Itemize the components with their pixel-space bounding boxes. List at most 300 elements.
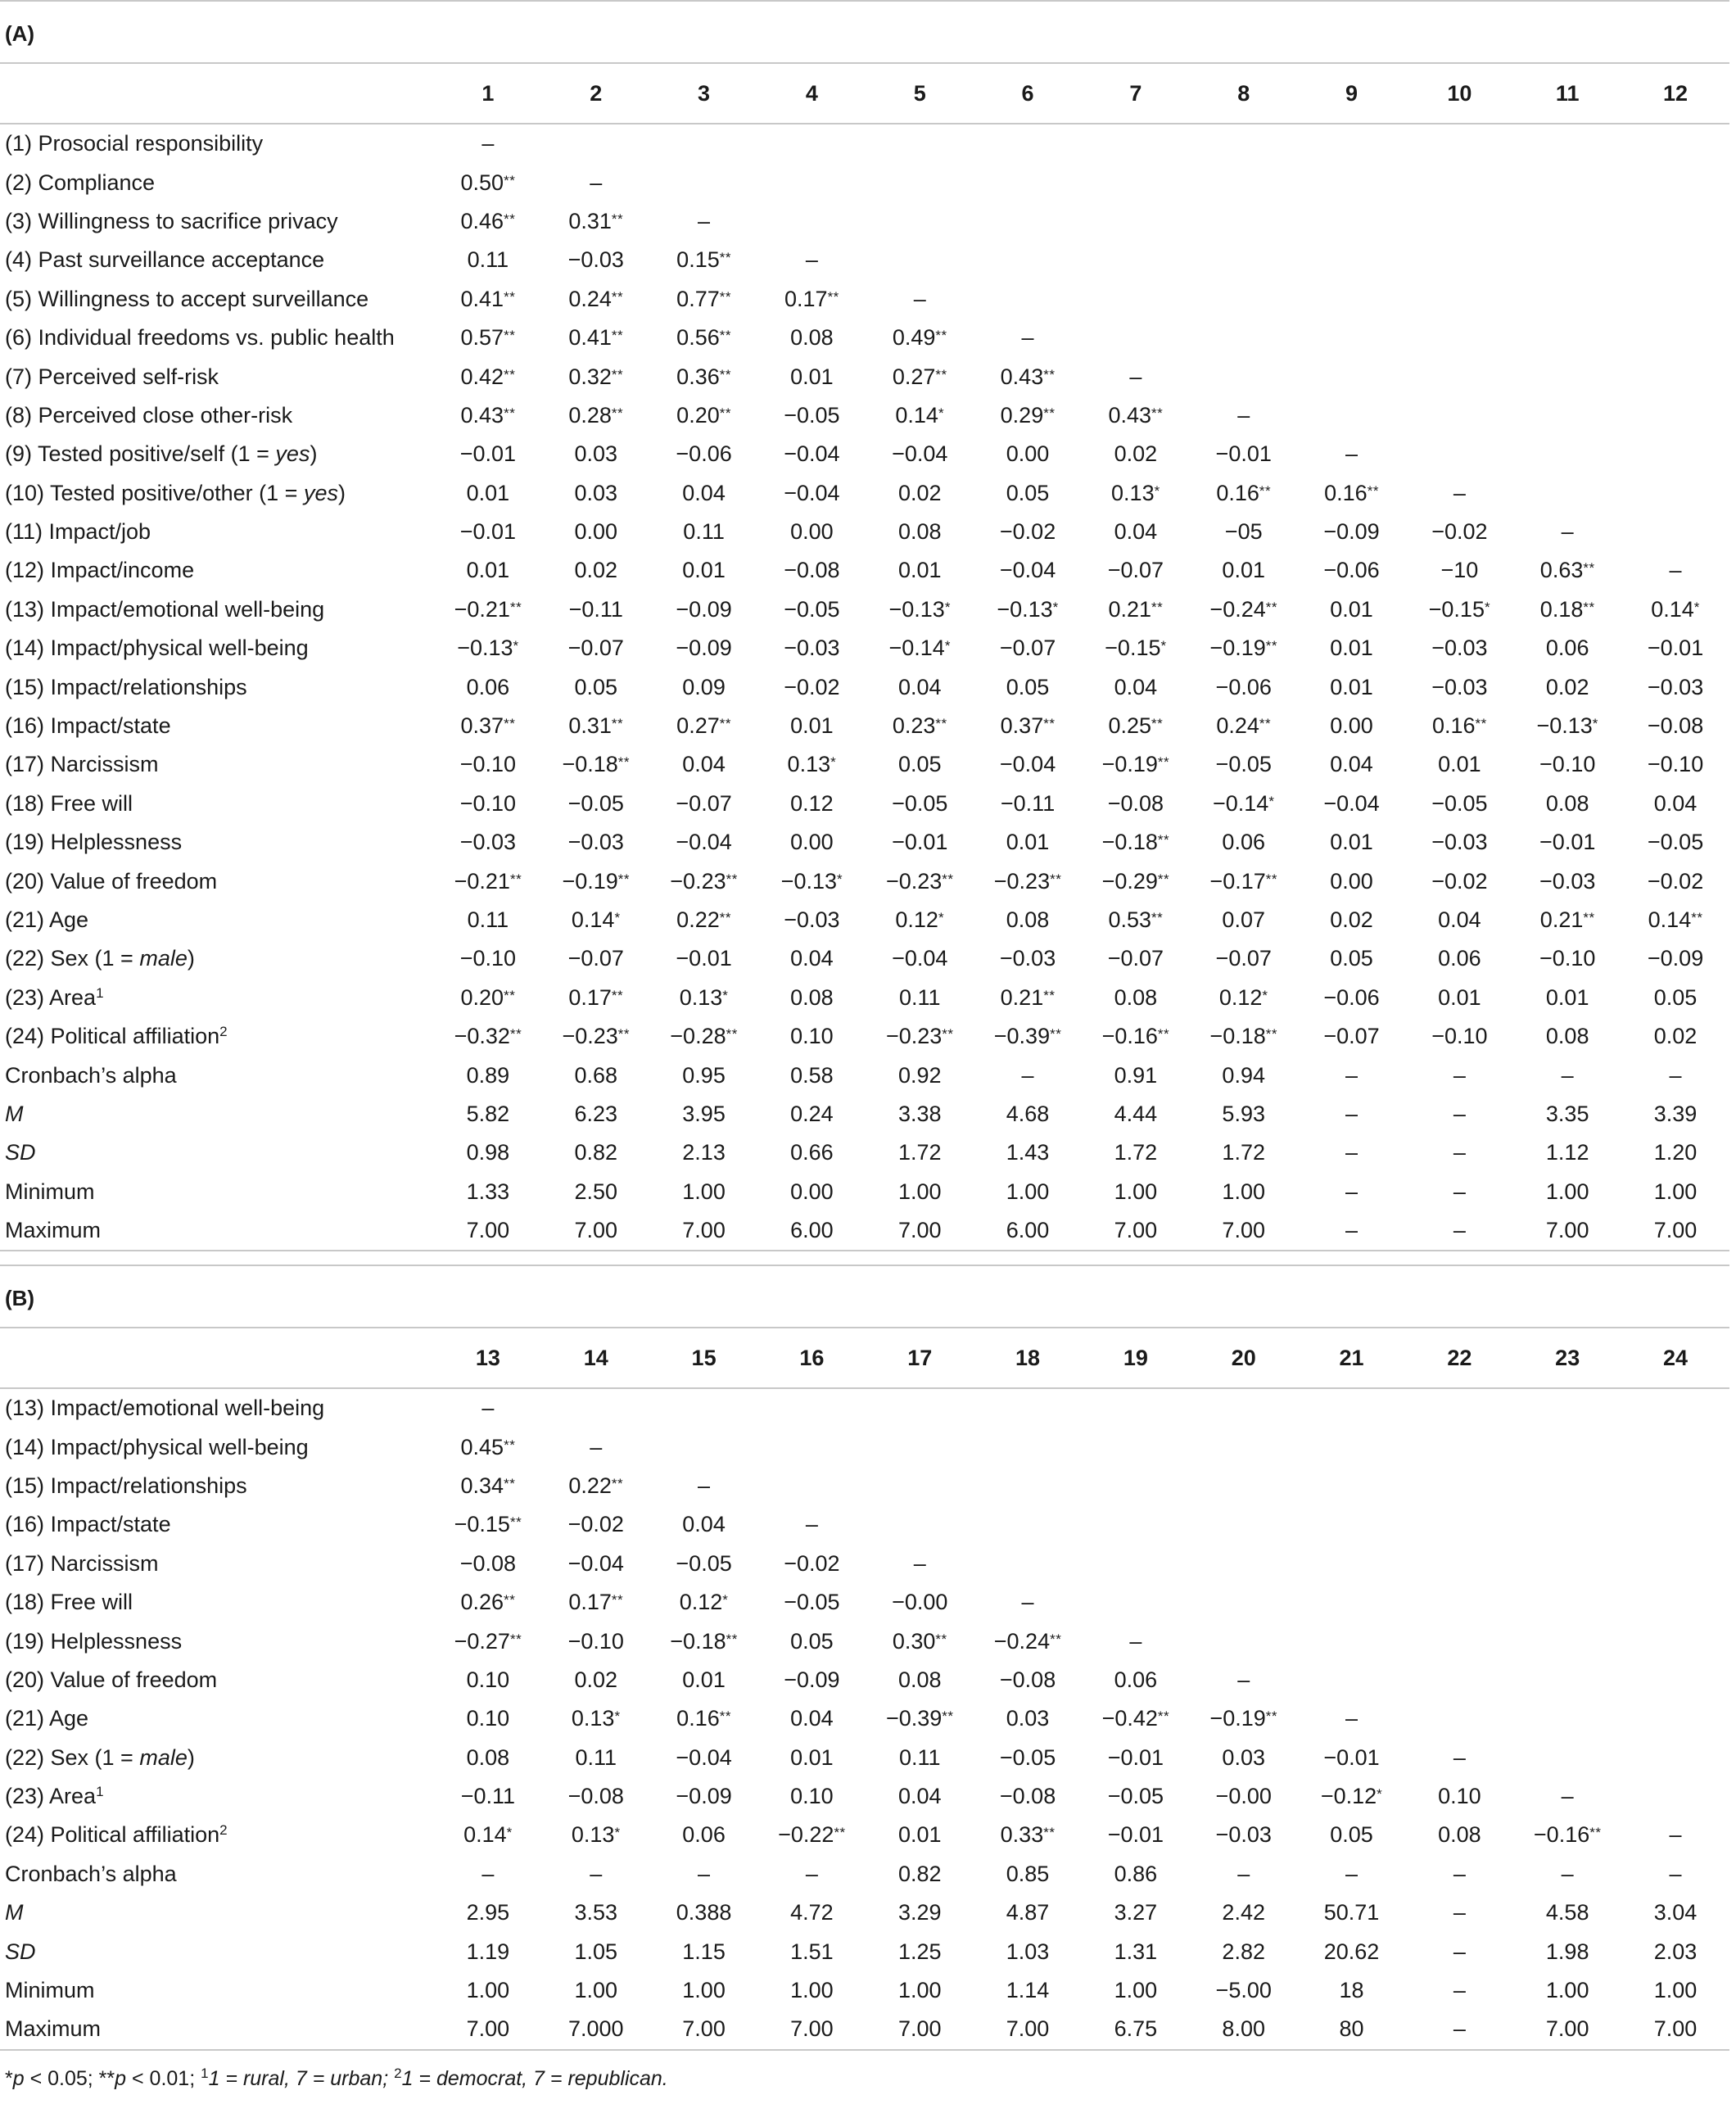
correlation-cell: – [1237,402,1250,428]
correlation-cell: 0.13* [679,984,729,1010]
correlation-cell: −0.02 [1431,519,1488,545]
row-label-text: (14) Impact/physical well-being [5,636,309,661]
correlation-cell: – [1405,2010,1513,2049]
correlation-cell: 0.11 [575,1744,617,1770]
correlation-cell: 1.00 [1114,1978,1158,2003]
significance-stars: * [1154,482,1160,499]
correlation-cell: 80 [1298,2010,1406,2049]
row-label [0,2010,434,2049]
significance-stars: ** [509,1631,522,1647]
row-label [0,1056,434,1094]
significance-stars: ** [1151,716,1164,732]
correlation-cell: 0.04 [1330,752,1373,777]
correlation-cell: 0.31** [568,208,624,233]
correlation-cell: −0.27** [454,1628,522,1654]
correlation-cell: – [1561,519,1574,545]
section-b-label: (B) [0,1265,1729,1328]
correlation-cell: −0.04 [676,1744,732,1770]
column-header: 9 [1298,64,1406,124]
correlation-cell: 0.10 [1438,1784,1481,1809]
correlation-cell: 0.04 [1438,907,1481,932]
table-row [0,1095,1729,1133]
row-label-text: (12) Impact/income [5,558,195,583]
correlation-cell: 0.04 [790,1706,834,1731]
table-row [0,1211,1729,1251]
row-label-superscript: 1 [96,1784,104,1800]
correlation-cell: 0.12* [1218,984,1268,1010]
correlation-cell: −0.03 [1431,674,1488,699]
correlation-cell: −0.11 [568,596,623,622]
correlation-cell: 0.53** [1108,907,1164,932]
row-label-tail: ) [187,1744,195,1770]
correlation-cell: 7.00 [434,2010,542,2049]
correlation-cell: 7.00 [1082,1211,1190,1251]
row-label-text: (13) Impact/emotional well-being [5,596,325,622]
row-label [0,396,434,435]
correlation-cell: 1.00 [574,1978,618,2003]
correlation-cell: – [1453,1062,1466,1088]
correlation-cell [1621,1545,1729,1583]
correlation-cell: −0.13* [457,636,519,661]
correlation-cell [1190,1467,1298,1505]
correlation-cell: 0.24** [568,286,624,311]
correlation-cell: 0.04 [897,674,942,699]
table-row [0,396,1729,435]
row-label [0,939,434,978]
correlation-cell: 0.00 [1330,713,1373,739]
correlation-cell: 0.01 [790,713,834,739]
table-row [0,939,1729,978]
correlation-cell: 0.01 [1330,674,1373,699]
table-row [0,1816,1729,1854]
correlation-cell: 1.14 [1006,1978,1050,2003]
row-label-text: (23) Area [5,1784,97,1809]
correlation-cell: −0.08 [999,1784,1056,1809]
correlation-cell: 0.33** [1000,1822,1056,1848]
table-row [0,745,1729,784]
row-label [0,590,434,629]
correlation-cell: −0.04 [567,1550,624,1576]
correlation-cell: – [1453,1744,1466,1770]
significance-stars: ** [935,1631,947,1647]
correlation-cell [866,1388,974,1428]
correlation-cell: 1.19 [466,1939,510,1964]
correlation-cell: 0.91 [1114,1062,1158,1088]
correlation-cell: 7.00 [542,1211,650,1251]
correlation-cell: 7.000 [542,2010,650,2049]
correlation-cell: – [1021,1062,1034,1088]
correlation-cell: 0.04 [897,1784,942,1809]
significance-stars: * [938,910,945,925]
correlation-cell: −0.06 [1215,674,1272,699]
correlation-cell: 0.29** [1000,402,1056,428]
significance-stars: ** [1475,716,1487,732]
correlation-cell: 0.11 [898,1744,941,1770]
significance-stars: * [614,1708,621,1725]
correlation-cell: −0.09 [1323,519,1380,545]
correlation-cell: −0.03 [567,247,624,273]
significance-stars: ** [611,1592,624,1609]
significance-stars: ** [504,1475,516,1491]
correlation-cell: – [1345,1706,1359,1731]
correlation-cell: 0.98 [466,1140,510,1165]
correlation-cell: 0.45** [460,1434,516,1459]
correlation-cell: 0.43** [1108,402,1164,428]
significance-stars: ** [942,1708,954,1725]
correlation-cell: −0.07 [567,946,624,971]
correlation-cell: 1.72 [897,1140,942,1165]
correlation-cell: – [481,1861,495,1886]
correlation-cell: −0.13* [780,868,843,894]
correlation-cell: 0.56** [676,325,731,351]
correlation-cell: 0.50** [460,170,516,195]
row-label-tail: ) [337,480,346,505]
correlation-cell: 0.01 [466,558,510,583]
correlation-cell: – [1345,1179,1359,1204]
row-label-text: (1) Prosocial responsibility [5,131,264,156]
correlation-cell: −0.08 [1647,713,1704,739]
correlation-cell: – [805,1512,818,1537]
correlation-cell: −0.00 [1215,1784,1272,1809]
correlation-cell [1082,1467,1190,1505]
correlation-cell: – [481,131,495,156]
significance-stars: ** [504,1437,516,1453]
correlation-cell [1513,1505,1621,1544]
table-row [0,785,1729,823]
correlation-cell: 0.06 [1222,830,1265,855]
significance-stars: ** [504,1592,516,1609]
correlation-cell: – [913,1550,926,1576]
correlation-cell: −0.15** [454,1512,522,1537]
correlation-cell: 5.82 [466,1101,510,1126]
correlation-cell: 0.14* [895,402,945,428]
significance-stars: ** [1691,910,1703,925]
correlation-cell: −0.05 [1647,830,1704,855]
row-label [0,1173,434,1211]
correlation-cell: 0.01 [1438,984,1481,1010]
correlation-cell: – [1561,1062,1574,1088]
correlation-cell [1298,1505,1406,1544]
correlation-cell: −0.09 [676,636,732,661]
row-label [0,745,434,784]
correlation-cell: −0.10 [459,790,517,816]
correlation-cell [1298,1467,1406,1505]
row-label-text: (23) Area [5,984,97,1010]
significance-stars: ** [611,1475,624,1491]
correlation-cell: 0.04 [682,752,726,777]
correlation-cell [1621,513,1729,551]
correlation-cell: 1.00 [1653,1179,1698,1204]
correlation-cell: 0.11 [898,984,941,1010]
row-label [0,1932,434,1971]
significance-stars: * [938,405,945,421]
correlation-cell [757,124,866,163]
row-label [0,435,434,473]
correlation-cell: – [1298,1211,1406,1251]
correlation-cell: 0.92 [897,1062,942,1088]
correlation-cell: 7.00 [866,1211,974,1251]
significance-stars: ** [719,910,731,925]
correlation-cell: 1.00 [790,1978,834,2003]
correlation-cell: 0.02 [1653,1024,1698,1049]
correlation-cell: −0.00 [892,1590,948,1615]
correlation-cell: 1.31 [1114,1939,1158,1964]
correlation-cell: −0.07 [999,636,1056,661]
row-label-text: Minimum [5,1179,95,1204]
correlation-cell [1621,202,1729,241]
correlation-cell: 0.20** [460,984,516,1010]
correlation-cell: 3.53 [574,1900,618,1925]
correlation-cell: 1.33 [466,1179,510,1204]
correlation-cell: −0.01 [1215,441,1272,467]
correlation-cell: 0.02 [897,480,942,505]
correlation-cell: −0.23** [993,868,1062,894]
row-label [0,202,434,241]
correlation-cell [1298,1545,1406,1583]
table-row [0,979,1729,1017]
row-label [0,1505,434,1544]
correlation-cell [866,1467,974,1505]
row-label-text: (9) Tested positive/self (1 = [5,441,276,467]
correlation-cell: 0.57** [460,325,516,351]
correlation-cell [1190,1545,1298,1583]
significance-stars: ** [1259,482,1272,499]
significance-stars: ** [509,1514,522,1531]
correlation-cell [1082,1428,1190,1466]
correlation-cell: 0.05 [1006,674,1050,699]
correlation-cell: 2.42 [1222,1900,1265,1925]
correlation-cell [974,202,1082,241]
table-row [0,474,1729,513]
correlation-cell: 0.03 [574,480,618,505]
significance-stars: ** [504,328,516,344]
row-label [0,1971,434,2010]
column-header: 1 [434,64,542,124]
correlation-cell [1405,163,1513,201]
correlation-cell: −0.22** [778,1822,846,1848]
correlation-cell: 0.21** [1539,907,1595,932]
row-label [0,1816,434,1854]
significance-stars: ** [827,288,839,305]
correlation-cell: 0.08 [1545,790,1589,816]
column-header: 13 [434,1328,542,1388]
column-header: 18 [974,1328,1082,1388]
correlation-cell: 0.10 [790,1024,834,1049]
table-row [0,1699,1729,1738]
correlation-cell: 0.16** [1431,713,1487,739]
column-header: 16 [757,1328,866,1388]
correlation-cell: −0.11 [460,1784,516,1809]
significance-stars: * [1377,1786,1383,1803]
correlation-cell [974,241,1082,279]
correlation-cell: −0.09 [784,1667,840,1692]
correlation-cell: – [1129,364,1142,389]
correlation-cell: 0.10 [790,1784,834,1809]
row-label [0,1777,434,1816]
row-label [0,1583,434,1622]
correlation-cell: −0.08 [459,1550,517,1576]
correlation-cell [1405,1699,1513,1738]
correlation-cell [1621,396,1729,435]
correlation-cell: 0.05 [1330,946,1373,971]
significance-stars: * [1262,987,1268,1003]
row-label-tail: ) [187,946,195,971]
correlation-cell: 0.05 [574,674,618,699]
row-label [0,1095,434,1133]
correlation-cell: 1.00 [897,1978,942,2003]
correlation-cell [1621,1699,1729,1738]
correlation-cell: −0.05 [567,790,624,816]
correlation-cell [1513,1467,1621,1505]
correlation-cell: 2.95 [466,1900,510,1925]
significance-stars: ** [1265,599,1277,615]
correlation-cell: 0.06 [1438,946,1481,971]
row-label-text: (4) Past surveillance acceptance [5,247,325,273]
significance-stars: ** [1157,754,1170,771]
correlation-cell [1513,1545,1621,1583]
table-row [0,1583,1729,1622]
row-label-italic: yes [303,480,338,505]
correlation-cell: −0.03 [1215,1822,1272,1848]
correlation-cell [1082,202,1190,241]
correlation-cell: 7.00 [650,1211,758,1251]
correlation-cell: 0.07 [1222,907,1265,932]
significance-stars: ** [509,599,522,615]
significance-stars: * [722,987,729,1003]
correlation-cell: −0.09 [676,596,732,622]
correlation-cell: 0.86 [1114,1861,1158,1886]
table-row [0,1545,1729,1583]
row-label [0,1622,434,1660]
significance-stars: ** [1259,716,1272,732]
row-label [0,862,434,900]
correlation-cell [1513,1428,1621,1466]
correlation-cell: 0.00 [790,1179,834,1204]
correlation-cell [1298,1622,1406,1660]
significance-stars: ** [719,250,731,266]
correlation-cell [1621,1777,1729,1816]
correlation-cell [1298,1583,1406,1622]
correlation-cell [650,1428,758,1466]
correlation-cell: – [1405,1211,1513,1251]
row-label-text: (2) Compliance [5,170,156,195]
correlation-cell: 0.00 [790,519,834,545]
table-a-body [0,124,1729,1251]
row-label-text: (14) Impact/physical well-being [5,1434,309,1459]
correlation-cell: 0.05 [1330,1822,1373,1848]
correlation-cell [1082,241,1190,279]
correlation-cell: 8.00 [1190,2010,1298,2049]
correlation-cell: −0.02 [1647,868,1704,894]
significance-stars: ** [1151,405,1164,421]
table-row [0,1971,1729,2010]
correlation-cell [1621,241,1729,279]
correlation-cell [1405,1661,1513,1699]
correlation-cell: 0.08 [1545,1024,1589,1049]
correlation-cell: 0.63** [1539,558,1595,583]
correlation-cell [1190,1583,1298,1622]
correlation-cell [1405,202,1513,241]
correlation-cell: 0.03 [1222,1744,1265,1770]
table-row [0,1388,1729,1428]
correlation-cell: 3.39 [1653,1101,1698,1126]
correlation-cell [757,1388,866,1428]
correlation-cell: 0.37** [1000,713,1056,739]
correlation-cell [1190,319,1298,357]
correlation-cell: 1.00 [1545,1978,1589,2003]
correlation-cell: 0.21** [1000,984,1056,1010]
correlation-cell: −0.02 [999,519,1056,545]
significance-stars: ** [617,1026,631,1043]
correlation-cell [1621,280,1729,319]
correlation-cell: 1.72 [1222,1140,1265,1165]
header-blank [0,1328,434,1388]
correlation-cell: −0.07 [567,636,624,661]
significance-stars: * [1160,638,1167,654]
significance-stars: ** [726,871,738,887]
correlation-cell: 0.58 [790,1062,834,1088]
correlation-cell: −0.32** [454,1024,522,1049]
correlation-cell: 1.00 [1545,1179,1589,1204]
correlation-cell: −0.23** [670,868,738,894]
row-label [0,1017,434,1056]
correlation-cell: 0.04 [1114,519,1158,545]
correlation-cell: 1.00 [466,1978,510,2003]
correlation-cell: −0.12* [1320,1784,1383,1809]
correlation-cell: −0.23** [885,868,954,894]
correlation-cell [1190,124,1298,163]
row-label [0,1388,434,1428]
correlation-cell: – [1237,1861,1250,1886]
correlation-cell: −0.04 [999,752,1056,777]
correlation-cell: 0.14* [463,1822,513,1848]
row-label [0,1661,434,1699]
table-row [0,1777,1729,1816]
row-label-text: Cronbach’s alpha [5,1062,177,1088]
correlation-cell [1190,280,1298,319]
significance-stars: ** [935,716,947,732]
row-label [0,823,434,862]
correlation-cell [1513,280,1621,319]
table-row [0,2010,1729,2049]
correlation-cell: −0.18** [1209,1024,1277,1049]
row-label [0,707,434,745]
correlation-table-b [0,1328,1729,2051]
correlation-cell: −0.03 [784,907,840,932]
correlation-cell: 1.12 [1545,1140,1589,1165]
column-header: 10 [1405,64,1513,124]
row-label-text: (15) Impact/relationships [5,1473,247,1498]
row-label-text: (22) Sex (1 = [5,946,140,971]
correlation-cell: −0.24** [993,1628,1062,1654]
significance-stars: ** [942,1026,954,1043]
column-header: 7 [1082,64,1190,124]
row-label-text: SD [5,1140,36,1165]
correlation-cell: 0.02 [574,558,618,583]
correlation-cell: −0.15* [1105,636,1167,661]
correlation-cell [1082,1545,1190,1583]
row-label [0,357,434,396]
significance-stars: ** [611,210,624,227]
table-row [0,357,1729,396]
correlation-cell: – [1669,1822,1682,1848]
row-label-text: (17) Narcissism [5,752,159,777]
correlation-cell: −0.04 [892,441,948,467]
correlation-cell: −0.10 [459,946,517,971]
correlation-cell [1405,1388,1513,1428]
correlation-cell: −0.06 [1323,984,1380,1010]
row-label-italic: yes [275,441,310,467]
